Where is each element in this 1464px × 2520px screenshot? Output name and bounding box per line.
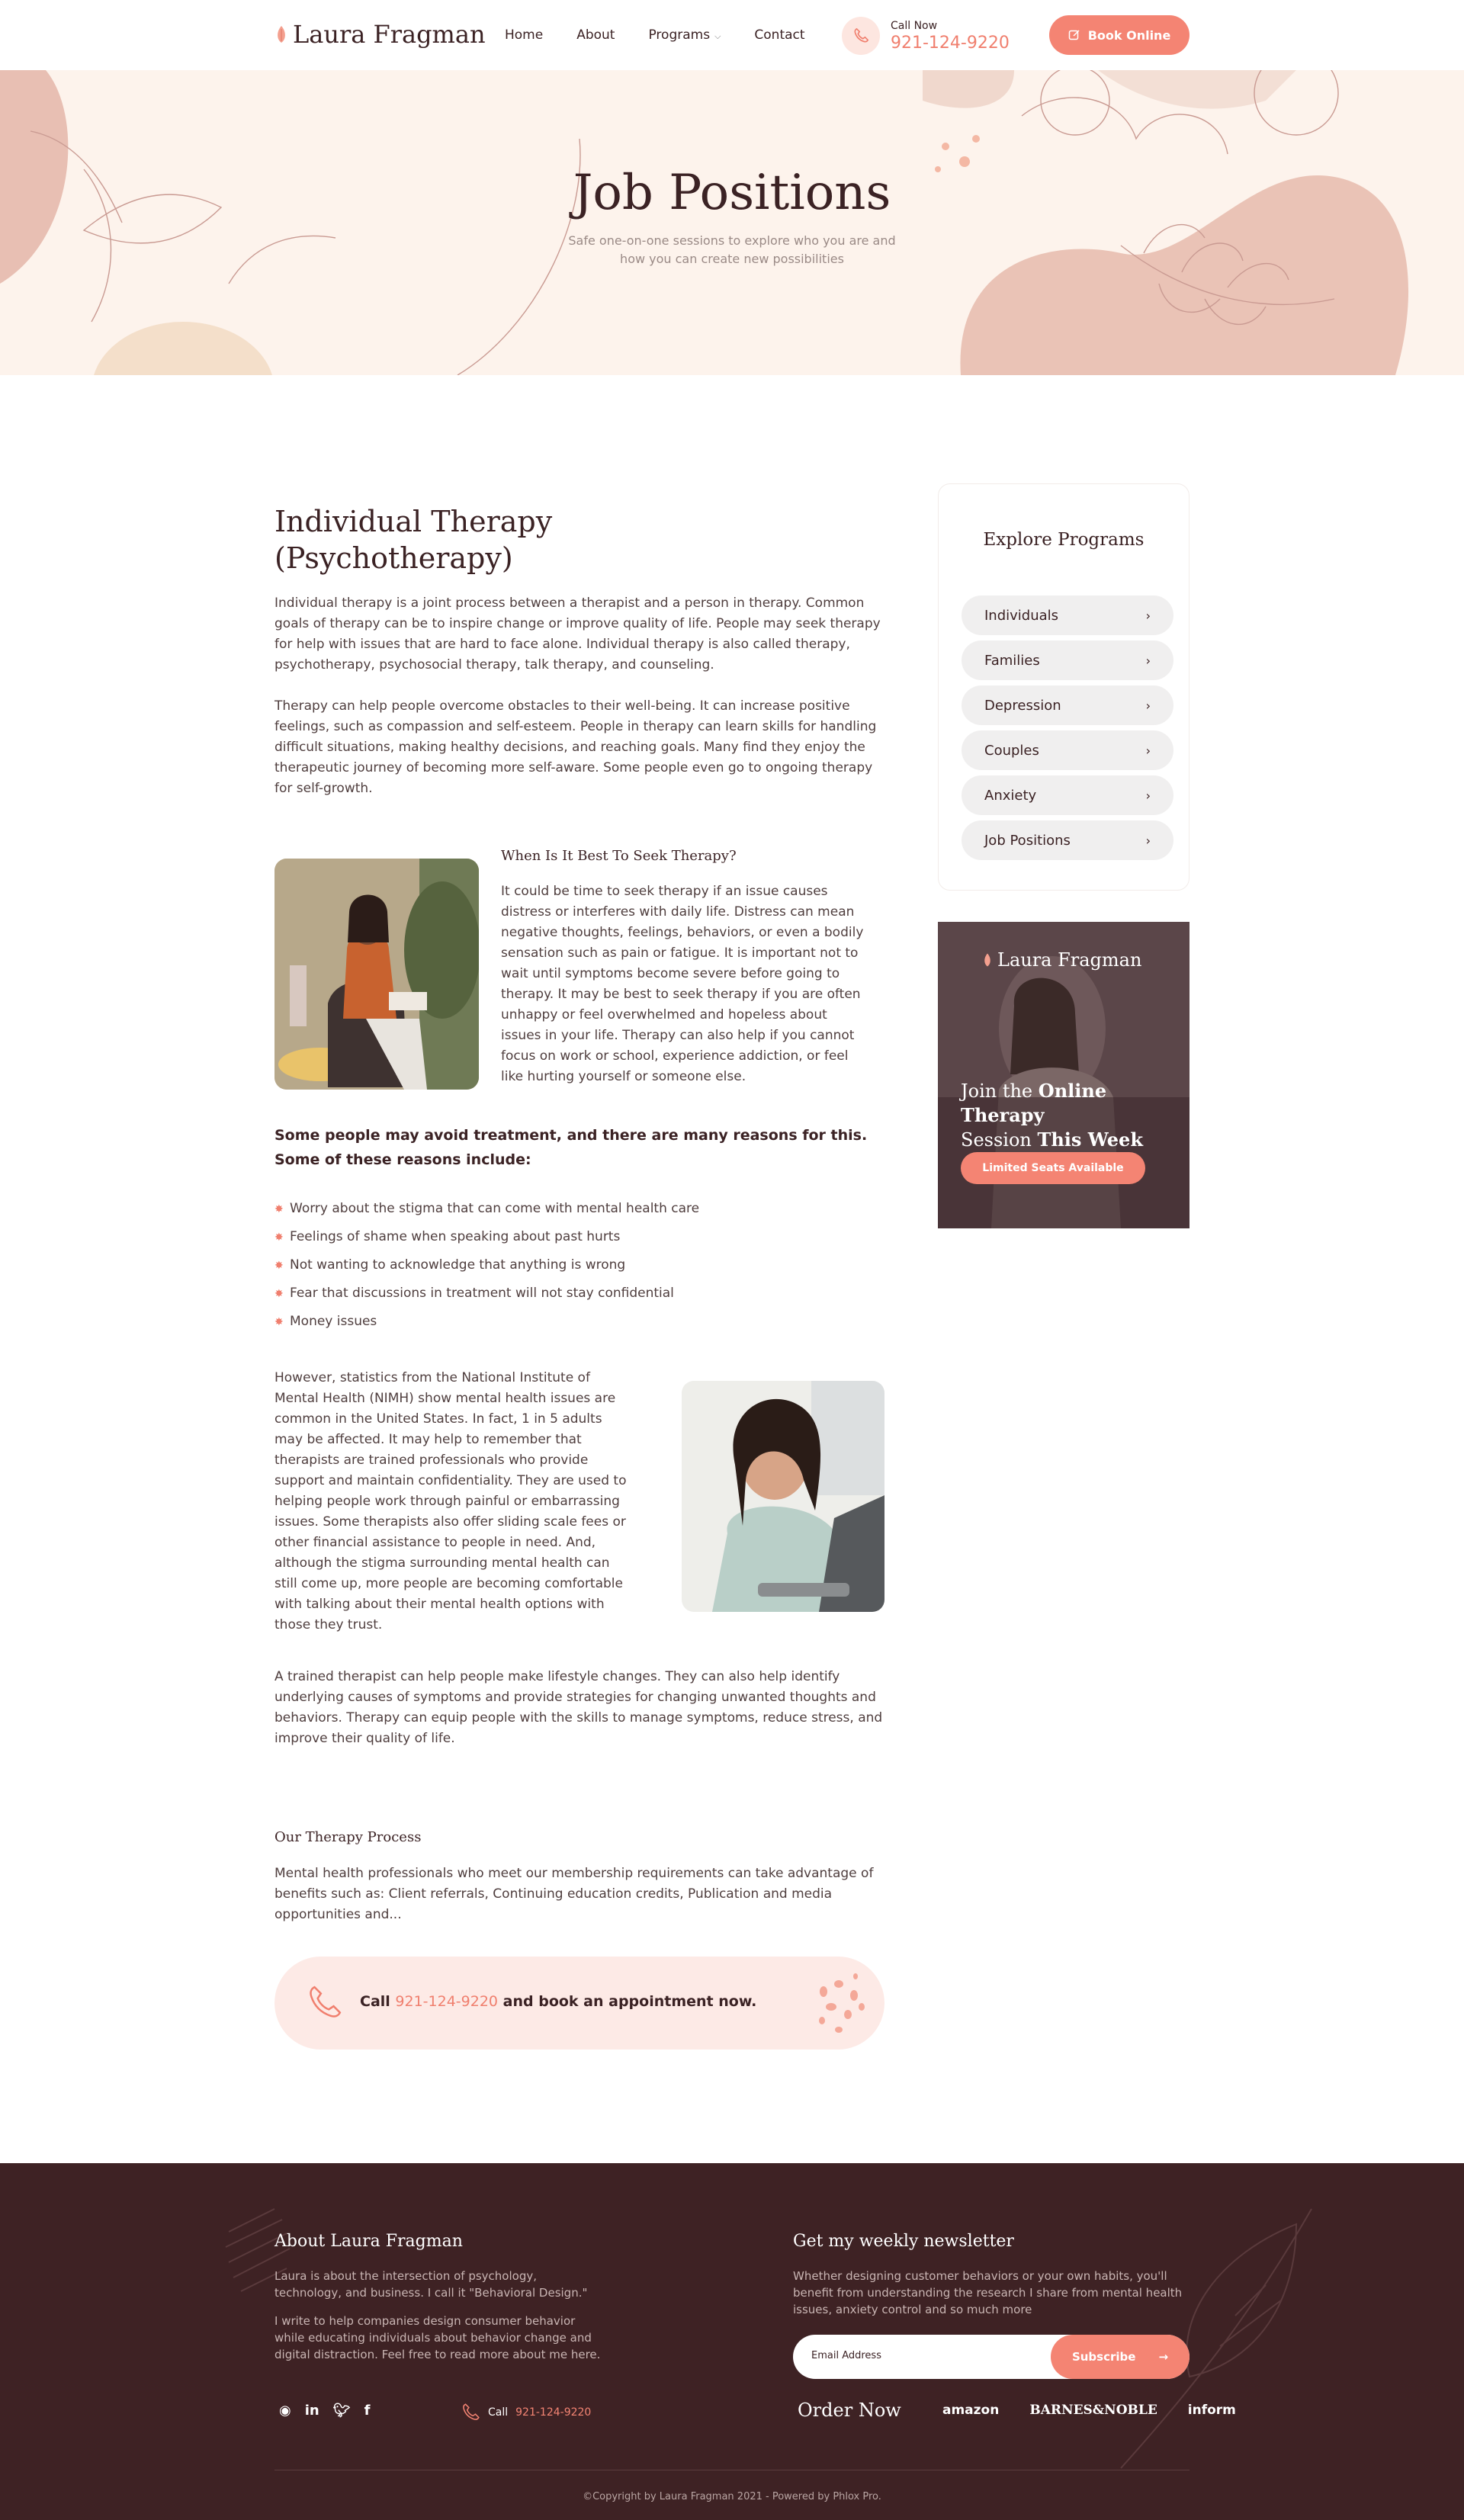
amazon-logo[interactable]: amazon	[942, 2403, 1000, 2418]
copyright: ©Copyright by Laura Fragman 2021 - Powered by Phlox Pro.	[583, 2491, 881, 2502]
footer-call-number: 921-124-9220	[515, 2406, 592, 2419]
program-item-depression[interactable]	[962, 685, 1173, 725]
newsletter-email-field[interactable]	[793, 2335, 1190, 2379]
program-label: Depression	[984, 697, 1061, 714]
page-subtitle: Safe one-on-one sessions to explore who you are and how you can create new possibilities	[568, 233, 896, 266]
nav-item-programs[interactable]	[648, 27, 721, 43]
nav-item-contact[interactable]: Contact	[754, 27, 805, 43]
arrow-right-icon: →	[1158, 2350, 1169, 2364]
reasons-list	[274, 1195, 884, 1336]
promo-line-2a: Session	[961, 1129, 1032, 1151]
statistics-text: However, statistics from the National Institute of Mental Health (NIMH) show mental health issues are common in the United States. In fact, 1 in 5 adults may be affected. It may help to remember that therapists are trained professionals who provide support and maintain confidentiality. They are used to helping people work through painful or embarrassing issues. Some therapists also offer sliding scale fees or other financial assistance to people in need. And, although the stigma surrounding mental health can still come up, more people are becoming comfortable with talking about their mental health options with those they trust.	[274, 1370, 627, 1632]
cta-phone-link[interactable]: 921-124-9220	[395, 1993, 499, 2010]
barnes-noble-logo[interactable]: BARNES&NOBLE	[1029, 2403, 1157, 2418]
phone-icon	[842, 17, 880, 55]
main-nav	[505, 27, 805, 43]
footer-about-text-2: I write to help companies design consumer behavior while educating individuals about behavior change and digital distraction. Feel free to read more about me here.	[274, 2314, 601, 2361]
newsletter-title: Get my weekly newsletter	[793, 2232, 1014, 2251]
online-therapy-promo	[938, 922, 1190, 1228]
linkedin-icon[interactable]: in	[304, 2403, 319, 2419]
footer-decoration	[0, 2163, 1464, 2520]
program-label: Anxiety	[984, 787, 1037, 804]
subscribe-button[interactable]	[1051, 2335, 1190, 2379]
phone-icon	[461, 2403, 480, 2422]
reason-text: Feelings of shame when speaking about past hurts	[290, 1229, 621, 1244]
hero-banner	[0, 70, 1464, 375]
promo-line-2b: This Week	[1037, 1128, 1143, 1151]
list-item	[274, 1223, 884, 1251]
order-now-label: Order Now	[798, 2400, 901, 2421]
bullet-icon: ✸	[274, 1315, 284, 1328]
program-item-individuals[interactable]	[962, 595, 1173, 635]
newsletter-text: Whether designing customer behaviors or your own habits, you'll benefit from understanding the research I share from mental health issues, anxiety control and so much more	[793, 2269, 1183, 2316]
list-item	[274, 1308, 884, 1336]
bullet-icon: ✸	[274, 1259, 284, 1272]
therapy-process-text: Mental health professionals who meet our membership requirements can take advantage of benefits such as: Client referrals, Continuing education credits, Publication and media opportunities and...	[274, 1866, 874, 1922]
woman-laptop-photo	[682, 1381, 884, 1612]
call-number[interactable]: 921-124-9220	[891, 33, 1010, 53]
twitter-icon[interactable]: 🐦︎	[332, 2403, 351, 2419]
program-label: Couples	[984, 742, 1039, 759]
site-footer	[0, 2163, 1464, 2520]
footer-about-text-1: Laura is about the intersection of psychology, technology, and business. I call it "Behavioral Design."	[274, 2269, 588, 2300]
reason-text: Fear that discussions in treatment will not stay confidential	[290, 1286, 674, 1301]
book-online-button[interactable]	[1049, 15, 1190, 55]
call-now-label: Call Now	[891, 19, 938, 32]
promo-line-1b: Online Therapy	[961, 1080, 1107, 1126]
main-content	[274, 503, 884, 799]
bullet-icon: ✸	[274, 1287, 284, 1300]
nav-item-programs-label: Programs	[648, 27, 711, 43]
site-logo-text: Laura Fragman	[293, 20, 486, 49]
when-therapy-text: It could be time to seek therapy if an issue causes distress or interferes with daily life. Distress can mean negative thoughts, feelings, behaviors, or even a bodily sensation such as pain or fatigue. It is important not to wait until symptoms become severe before going to therapy. It may be best to seek therapy if you are often unhappy or feel overwhelmed and hopeless about issues in your life. Therapy can also help if you cannot focus on work or school, experience addiction, or feel like hurting yourself or someone else.	[501, 884, 864, 1084]
program-label: Job Positions	[984, 832, 1071, 849]
site-header	[0, 0, 1464, 70]
subscribe-label: Subscribe	[1071, 2350, 1136, 2364]
footer-call-label: Call	[488, 2406, 509, 2419]
explore-programs-widget	[938, 483, 1190, 891]
dots-decoration	[808, 1961, 877, 2045]
programs-list	[962, 595, 1173, 865]
footer-call[interactable]	[461, 2403, 591, 2422]
page-title: Job Positions	[573, 165, 891, 221]
reason-text: Money issues	[290, 1314, 377, 1329]
program-item-families[interactable]	[962, 640, 1173, 680]
list-item	[274, 1195, 884, 1223]
article-title: Individual Therapy (Psychotherapy)	[274, 505, 553, 575]
cta-text	[360, 1993, 756, 2010]
reason-text: Not wanting to acknowledge that anything is wrong	[290, 1257, 626, 1273]
email-placeholder: Email Address	[811, 2350, 881, 2361]
therapist-seated-photo	[274, 859, 479, 1090]
article-paragraph-1: Individual therapy is a joint process between a therapist and a person in therapy. Common goals of therapy can be to inspire change or improve quality of life. People may seek therapy for help with issues that are hard to face alone. Individual therapy is also called therapy, psychotherapy, psychosocial therapy, talk therapy, and counseling.	[274, 595, 881, 673]
article-paragraph-2: Therapy can help people overcome obstacles to their well-being. It can increase positive feelings, such as compassion and self-esteem. People in therapy can learn skills for handling difficult situations, making healthy decisions, and reaching goals. Many find they enjoy the therapeutic journey of becoming more self-aware. Some people even go to ongoing therapy for self-growth.	[274, 698, 877, 796]
program-item-couples[interactable]	[962, 730, 1173, 770]
bullet-icon: ✸	[274, 1231, 284, 1244]
phone-icon	[305, 1984, 343, 2022]
chevron-right-icon: ›	[1145, 653, 1151, 668]
reasons-heading: Some people may avoid treatment, and there are many reasons for this. Some of these reasons include:	[274, 1127, 868, 1168]
leaf-logo-icon	[982, 952, 993, 968]
program-item-job-positions[interactable]	[962, 820, 1173, 860]
leaf-logo-icon	[274, 24, 288, 44]
nav-item-home[interactable]: Home	[505, 27, 544, 43]
call-to-action-banner	[274, 1957, 884, 2050]
program-item-anxiety[interactable]	[962, 775, 1173, 815]
chevron-right-icon: ›	[1145, 788, 1151, 803]
cta-suffix: and book an appointment now.	[502, 1993, 757, 2010]
chevron-right-icon: ›	[1145, 698, 1151, 713]
footer-about-title: About Laura Fragman	[274, 2232, 463, 2251]
cta-prefix: Call	[360, 1993, 390, 2010]
promo-headline	[961, 1079, 1174, 1152]
chevron-right-icon: ›	[1145, 743, 1151, 758]
promo-logo	[982, 949, 1141, 971]
site-logo[interactable]	[274, 20, 486, 49]
promo-line-1a: Join the	[961, 1080, 1033, 1102]
reason-text: Worry about the stigma that can come with mental health care	[290, 1201, 700, 1216]
nav-item-about[interactable]: About	[576, 27, 615, 43]
header-call-box[interactable]	[842, 17, 1010, 55]
limited-seats-button[interactable]: Limited Seats Available	[961, 1152, 1145, 1184]
hero-decoration	[0, 70, 1464, 375]
when-therapy-heading: When Is It Best To Seek Therapy?	[501, 848, 737, 864]
reddit-icon[interactable]: ◉	[279, 2403, 291, 2419]
chevron-down-icon: ⌵	[714, 31, 721, 41]
program-label: Individuals	[984, 607, 1059, 624]
program-label: Families	[984, 652, 1040, 669]
book-online-label: Book Online	[1087, 27, 1171, 43]
chevron-right-icon: ›	[1145, 608, 1151, 623]
list-item	[274, 1251, 884, 1279]
facebook-icon[interactable]: f	[364, 2403, 371, 2419]
inform-logo[interactable]: inform	[1187, 2403, 1236, 2418]
list-item	[274, 1279, 884, 1308]
social-links	[279, 2403, 370, 2419]
therapy-process-heading: Our Therapy Process	[274, 1829, 422, 1845]
chevron-right-icon: ›	[1145, 833, 1151, 848]
article-paragraph-3: A trained therapist can help people make lifestyle changes. They can also help identify underlying causes of symptoms and provide strategies for changing unwanted thoughts and behaviors. Therapy can equip people with the skills to manage symptoms, reduce stress, and improve their quality of life.	[274, 1669, 883, 1746]
bullet-icon: ✸	[274, 1202, 284, 1215]
retailer-logos	[942, 2403, 1236, 2418]
promo-logo-text: Laura Fragman	[997, 949, 1142, 971]
explore-programs-title: Explore Programs	[983, 530, 1145, 550]
edit-icon	[1068, 29, 1080, 41]
